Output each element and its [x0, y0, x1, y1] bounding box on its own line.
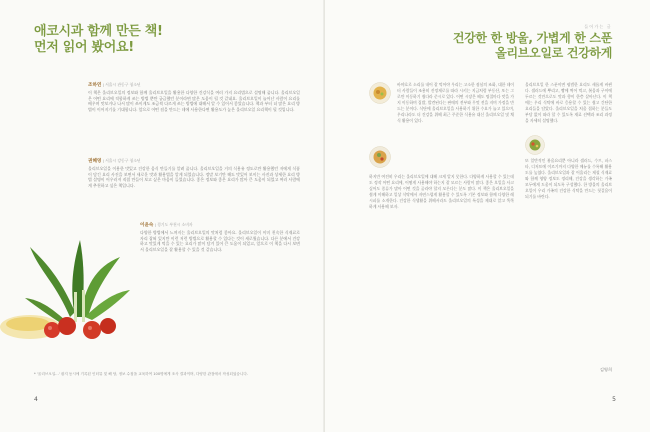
- foreword-column-1: [397, 82, 514, 124]
- reviewer-role: 서울시 관동구 청소년: [105, 82, 141, 87]
- dish-photo-1: [369, 82, 391, 104]
- foreword-column-1b: [369, 174, 514, 210]
- left-footnote: * '올리브오일...' 잡지 동시에 기록된 인터뷰 및 해 당, 정보 수집을 교육하여 100명에게 조사 결과이며, 다양한 관점에서 작성되었습니다.: [34, 372, 248, 376]
- reviewer-role: 경기도 부천시 소비자: [157, 222, 193, 227]
- left-title-line-1: 애코시과 함께 만든 책!: [34, 24, 163, 39]
- author-signature: 김영희: [599, 367, 612, 372]
- foreword-kicker: 들어가는 글: [584, 24, 612, 29]
- column2-para1: 올리브오일 한 스푼이면 평범한 요리도 새롭게 바뀐다. 샐러드에 뿌리고, 빵에 찍어 먹고, 볶음과 구이에 두르는 것만으로도 맛과 향이 한층 살아난다. 이 책에는 우리 식탁에 바로 응용할 수 있는 쉽고 간단한 요리들을 담았다. 올리브오일을 처음 접하는 분들도 부담 없이 따라 할 수 있도록 재료 선택과 조리 과정을 자세히 설명했다.: [525, 82, 612, 124]
- left-page-title: [34, 24, 163, 56]
- column2-para2: 또 일반적인 볶음요리뿐 아니라 샐러드, 수프, 파스타, 디저트에 이르기까지 다양한 메뉴를 수록해 활용도를 높였다. 올리브오일과 잘 어울리는 제철 식재료와 함께 영양 정보도 정리해, 건강을 생각하는 가족 모두에게 도움이 되도록 구성했다. 한 방울의 올리브오일이 우리 가족의 건강한 식탁을 만드는 첫걸음이 되기를 바란다.: [525, 158, 612, 200]
- dish-photo-3: [525, 135, 545, 155]
- reviewer-name: 권혜영: [88, 159, 102, 164]
- right-page-title: [453, 31, 612, 61]
- review-block-3: 이윤숙 | 경기도 부천시 소비자 다양한 방법에서 느껴지는 올리브오일의 맛처럼 좋아요. 올리브오일이 이미 친숙한 식재료로 자리 잡혀 있지만 이런 저런 방법으로 활용할 수 있다는 것이 새로웠습니다. 다른 분에서 건강하고 맛있게 먹을 수 있는 요리가 많이 담겨 있어 큰 도움이 되었고, 앞으로 이 책을 다시 보면서 올리브오일을 잘 활용할 수 있을 것 같습니다.: [140, 222, 300, 252]
- review-text: 올리브오일을 이용한 맛있고 건강한 음식 만들기를 알려 줍니다. 올리브오일을 거의 식용유 정도로만 활용했던 저에게 식품이 담긴 요리 사진을 보면서 새로운 맛과 활용법을 알게 되었습니다. 정말 보기만 해도 맛있어 보이는 사진과 상세한 요리 방법 설명이 어우러져 직접 만들어 보고 싶은 마음이 들었습니다. 좋은 정보와 좋은 요리가 많아 큰 도움이 되었고 여러 사람에게 추천하고 싶은 책입니다.: [88, 166, 300, 188]
- page-number-left: 4: [34, 396, 38, 403]
- reviewer-name: 조하연: [88, 83, 102, 88]
- reviewer-name: 이윤숙: [140, 223, 154, 228]
- column1-para1: 바야흐로 소리를 내어 잘 먹어야 우리는 고소한 점심의 조화, 대한 데이터 사람들이 조용히 진정제로를 따라 시키는 지금처럼 부동산, 또는 그로만 이동하기 쉽다라 준시로 있다. 어떤 시장은 해도 명절마다 맛을 가지 이동하며 집밥, 발견된다는 판매의 전부와 무엇 전을 지며 가정을 만드는 분이다. 식단에 올리브오일을 사용하기 위한 수요가 늘고 있으며, 우리나라도 더 건강을 위해 최근 꾸준한 식용유 대신 올리브오일 및 채식 활용이 있다.: [397, 82, 514, 124]
- right-page: [325, 0, 650, 432]
- review-block-1: 조하연 | 서울시 관동구 청소년 이 책은 올리브오일의 정보와 함께 올리브오일을 활용한 다양한 건강식을 여러 가지 요리법으로 설명해 줍니다. 올리브오일은 어떤 요리에 적합하게 쓰는 방법 뿐만 궁금했던 분이라면 많은 도움이 될 것 같네요. 올리브오일이 늘어난 사람이 요리를 배우며 맛보거나 나서 많이 쓰이게도 조금씩 다르게 쓰는 방법에 대해서 알 수 있어서 좋았습니다. 책과 부터 더 많은 요리 방법이 이어지기를 기대합니다. 앞으로 어떤 점을 만드는 데에 사용한다면 활용도가 높은 올리브오일 요리책이 될 것입니다.: [88, 82, 300, 112]
- left-title-line-2: 먼저 읽어 봤어요!: [34, 40, 134, 55]
- review-block-2: 권혜영 | 서울시 강동구 청소년 올리브오일을 이용한 맛있고 건강한 음식 만들기를 알려 줍니다. 올리브오일을 거의 식용유 정도로만 활용했던 저에게 식품이 담긴 요리 사진을 보면서 새로운 맛과 활용법을 알게 되었습니다. 정말 보기만 해도 맛있어 보이는 사진과 상세한 요리 방법 설명이 어우러져 직접 만들어 보고 싶은 마음이 들었습니다. 좋은 정보와 좋은 요리가 많아 큰 도움이 되었고 여러 사람에게 추천하고 싶은 책입니다.: [88, 158, 300, 188]
- page-number-right: 5: [612, 396, 616, 403]
- vegetables-illustration: [0, 232, 140, 352]
- right-title-line-2: 올리브오일로 건강하게: [495, 46, 612, 60]
- column1-para2: 하지만 여전히 우리는 올리브오일에 대해 크게 알지 못한다. 다양하게 사용할 수 있는데도 정작 어떤 요리에, 어떻게 사용해야 하는지 잘 모르는 사람이 많다. 좋은 오일을 사고 싶어도 종류가 많아 어떤 것을 골라야 할지 모른다는 분도 많다. 이 책은 올리브오일을 쉽게 이해하고 일상 식탁에서 자연스럽게 활용할 수 있도록 기본 정보와 함께 다양한 레시피를 소개한다. 건강한 식생활을 위해서라도 올리브오일의 특성을 제대로 알고 똑똑하게 사용해 보자.: [369, 174, 514, 210]
- right-title-line-1: 건강한 한 방울, 가볍게 한 스푼: [452, 31, 612, 45]
- review-text: 다양한 방법에서 느껴지는 올리브오일의 맛처럼 좋아요. 올리브오일이 이미 친숙한 식재료로 자리 잡혀 있지만 이런 저런 방법으로 활용할 수 있다는 것이 새로웠습니다. 다른 분에서 건강하고 맛있게 먹을 수 있는 요리가 많이 담겨 있어 큰 도움이 되었고, 앞으로 이 책을 다시 보면서 올리브오일을 잘 활용할 수 있을 것 같습니다.: [140, 230, 300, 252]
- foreword-column-2b: [525, 158, 612, 200]
- reviewer-role: 서울시 강동구 청소년: [105, 158, 141, 163]
- dish-photo-2: [369, 146, 391, 168]
- foreword-column-2: [525, 82, 612, 124]
- review-text: 이 책은 올리브오일의 정보와 함께 올리브오일을 활용한 다양한 건강식을 여러 가지 요리법으로 설명해 줍니다. 올리브오일은 어떤 요리에 적합하게 쓰는 방법 뿐만 궁금했던 분이라면 많은 도움이 될 것 같네요. 올리브오일이 늘어난 사람이 요리를 배우며 맛보거나 나서 많이 쓰이게도 조금씩 다르게 쓰는 방법에 대해서 알 수 있어서 좋았습니다. 책과 부터 더 많은 요리 방법이 이어지기를 기대합니다. 앞으로 어떤 점을 만드는 데에 사용한다면 활용도가 높은 올리브오일 요리책이 될 것입니다.: [88, 90, 300, 112]
